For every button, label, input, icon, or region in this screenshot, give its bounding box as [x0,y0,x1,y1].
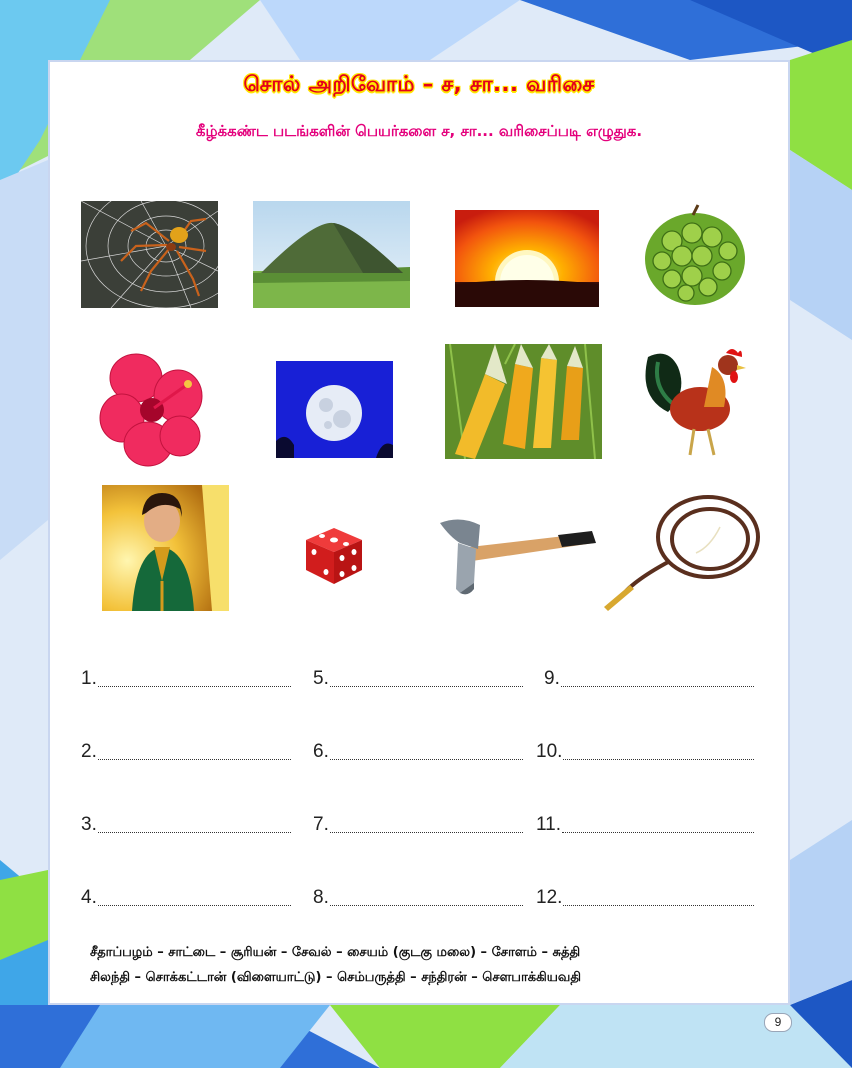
answer-blank[interactable] [98,759,291,760]
answer-blank[interactable] [98,832,291,833]
answer-blank[interactable] [563,759,754,760]
answer-line-4[interactable] [81,884,291,908]
word-bank-line-1: சீதாப்பழம் – சாட்டை – சூரியன் – சேவல் – சையம் (குடகு மலை) – சோளம் – சுத்தி [90,945,581,960]
answer-number: 10. [536,741,563,762]
answer-number: 1. [81,668,97,689]
answer-number: 12. [536,887,563,908]
answer-blank[interactable] [330,905,523,906]
answer-number: 7. [313,814,329,835]
rooster-image [638,337,750,463]
worksheet-page [48,60,790,1005]
answer-line-10[interactable] [536,738,754,762]
answer-blank[interactable] [330,759,523,760]
sun-image [455,210,599,307]
answer-line-7[interactable] [313,811,523,835]
answer-blank[interactable] [562,832,754,833]
whip-image [600,487,764,612]
hammer-image [430,513,600,599]
answer-number: 11. [536,814,562,835]
answer-number: 4. [81,887,97,908]
word-bank [90,940,770,990]
answer-line-2[interactable] [81,738,291,762]
answer-blank[interactable] [563,905,754,906]
answer-number: 2. [81,741,97,762]
answer-line-9[interactable] [544,665,754,689]
answer-blank[interactable] [98,905,291,906]
corn-image [445,344,602,459]
answer-line-1[interactable] [81,665,291,689]
answer-number: 3. [81,814,97,835]
hibiscus-image [98,348,204,470]
answer-line-8[interactable] [313,884,523,908]
custard-apple-image [640,201,750,311]
moon-image [276,361,393,458]
answer-line-6[interactable] [313,738,523,762]
dice-image [298,518,368,588]
answer-blank[interactable] [561,686,754,687]
answer-line-12[interactable] [536,884,754,908]
spider-image [81,201,218,308]
hill-image [253,201,410,308]
worksheet-title: சொல் அறிவோம் – ச, சா... வரிசை [243,72,595,96]
worksheet-instruction: கீழ்க்கண்ட படங்களின் பெயர்களை ச, சா... வரிசைப்படி எழுதுக. [195,122,643,140]
page-number: 9 [764,1013,792,1032]
answer-line-3[interactable] [81,811,291,835]
answer-blank[interactable] [330,832,523,833]
answer-number: 6. [313,741,329,762]
word-bank-line-2: சிலந்தி – சொக்கட்டான் (விளையாட்டு) – செம்பருத்தி – சந்திரன் – சௌபாக்கியவதி [90,970,581,985]
answer-number: 8. [313,887,329,908]
answer-number: 9. [544,668,560,689]
answer-blank[interactable] [98,686,291,687]
answer-number: 5. [313,668,329,689]
answer-blank[interactable] [330,686,523,687]
answer-line-11[interactable] [536,811,754,835]
woman-image [102,485,229,611]
answer-line-5[interactable] [313,665,523,689]
